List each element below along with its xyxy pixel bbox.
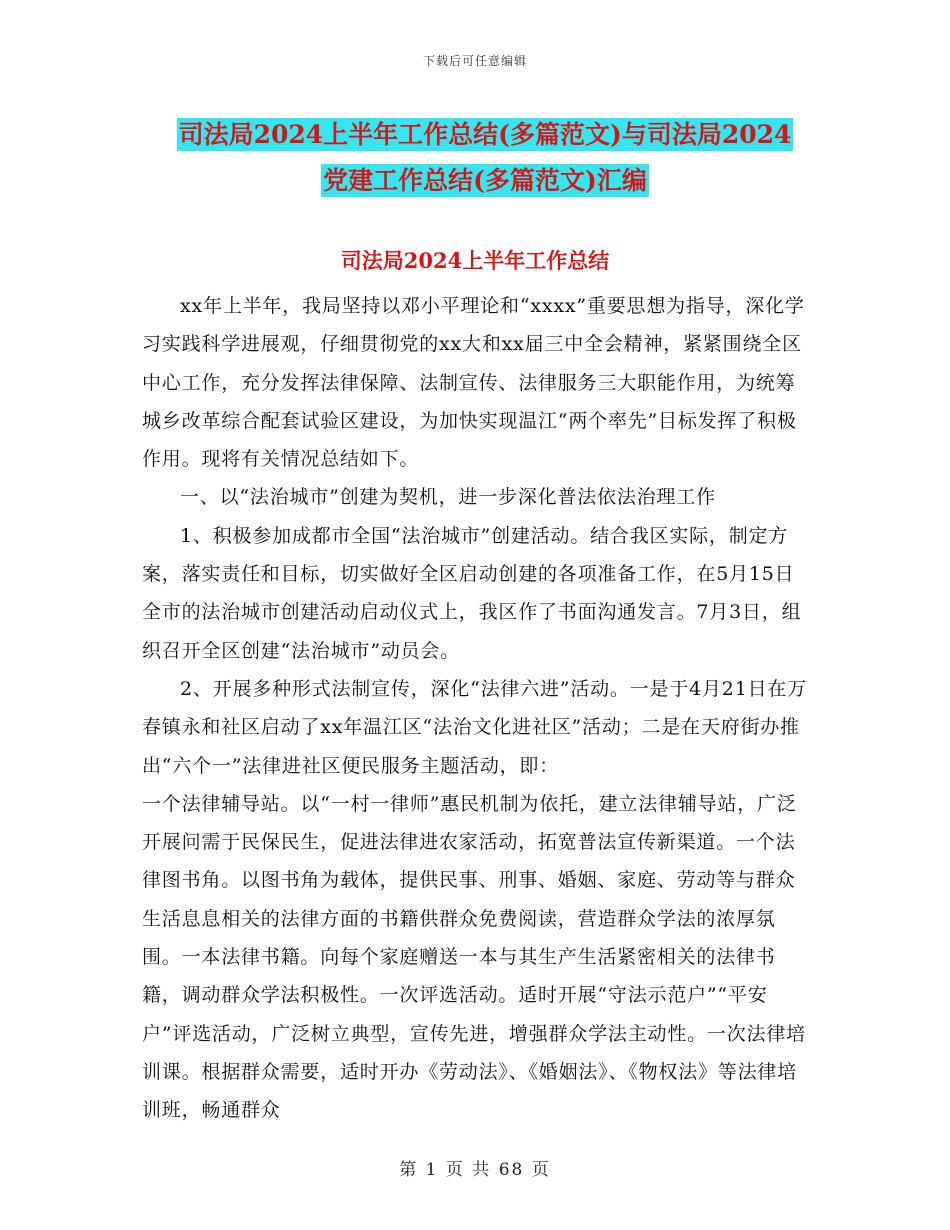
section-title: 司法局2024上半年工作总结	[340, 248, 610, 273]
document-title-line2: 党建工作总结(多篇范文)汇编	[323, 166, 647, 195]
document-title-line1: 司法局2024上半年工作总结(多篇范文)与司法局2024	[178, 120, 792, 149]
paragraph-heading-1: 一、以“法治城市”创建为契机，进一步深化普法依法治理工作	[180, 486, 716, 509]
paragraph-item-2: 2、开展多种形式法制宣传，深化“法律六进”活动。一是于4月21日在万春镇永和社区启动了xx年温江区“法治文化进社区”活动；二是在天府街办推出“六个一”法律进社区便民服务主题活动，即：	[142, 677, 807, 777]
paragraph-six-ones: 一个法律辅导站。以“一村一律师”惠民机制为依托，建立法律辅导站，广泛开展问需于民保民生，促进法律进农家活动，拓宽普法宣传新渠道。一个法律图书角。以图书角为载体，提供民事、刑事、婚姻、家庭、劳动等与群众生活息息相关的法律方面的书籍供群众免费阅读，营造群众学法的浓厚氛围。一本法律书籍。向每个家庭赠送一本与其生产生活紧密相关的法律书籍，调动群众学法积极性。一次评选活动。适时开展“守法示范户”“平安户”评选活动，广泛树立典型，宣传先进，增强群众学法主动性。一次法律培训课。根据群众需要，适时开办《劳动法》、《婚姻法》、《物权法》等法律培训班，畅通群众	[142, 792, 806, 1122]
document-title	[140, 112, 830, 204]
paragraph-intro: xx年上半年，我局坚持以邓小平理论和“xxxx”重要思想为指导，深化学习实践科学进展观，仔细贯彻党的xx大和xx届三中全会精神，紧紧围绕全区中心工作，充分发挥法律保障、法制宣传、法律服务三大职能作用，为统筹城乡改革综合配套试验区建设，为加快实现温江“两个率先”目标发挥了积极作用。现将有关情况总结如下。	[142, 295, 805, 471]
page-header-note: 下载后可任意编辑	[422, 54, 527, 68]
paragraph-item-1: 1、积极参加成都市全国“法治城市”创建活动。结合我区实际，制定方案，落实责任和目标，切实做好全区启动创建的各项准备工作，在5月15日全市的法治城市创建活动启动仪式上，我区作了书面沟通发言。7月3日，组织召开全区创建“法治城市”动员会。	[142, 524, 802, 662]
document-body	[142, 287, 812, 1130]
page-number: 第 1 页 共 68 页	[399, 1160, 551, 1180]
